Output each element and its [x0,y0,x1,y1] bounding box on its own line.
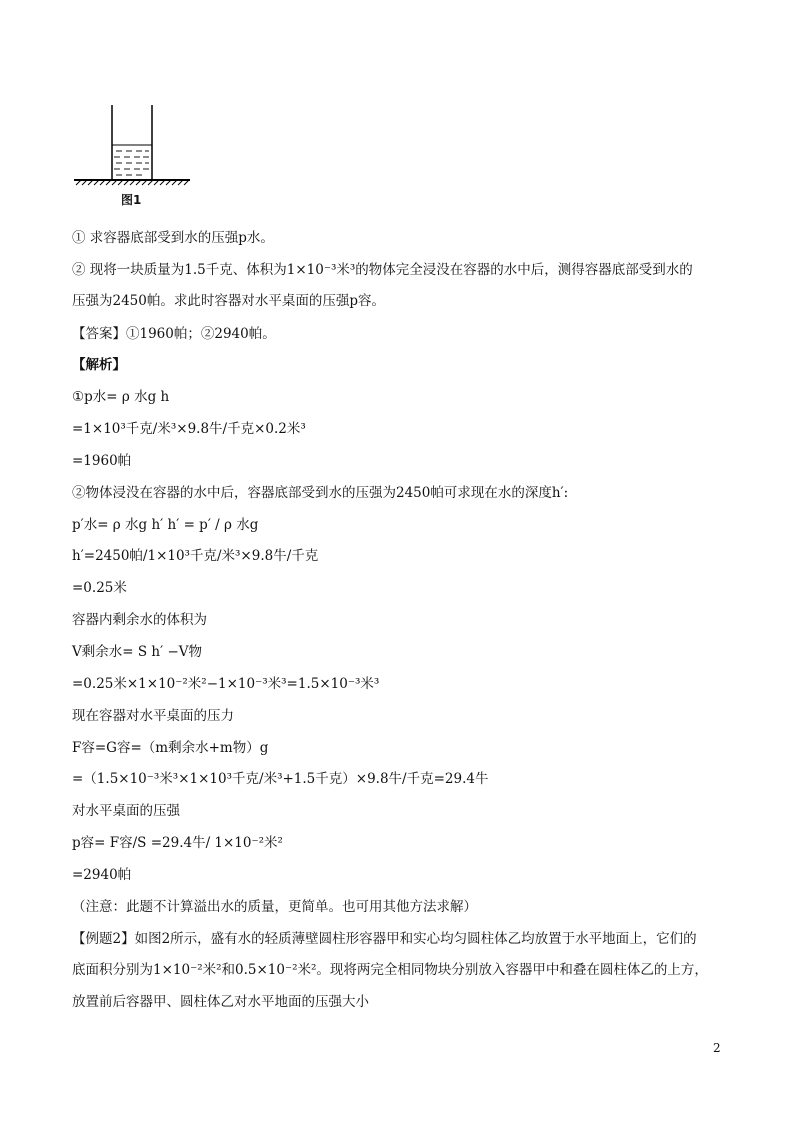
solution-line: ①p水= ρ 水g h [72,389,170,405]
question-part-2: ② 现将一块质量为1.5千克、体积为1×10⁻³米³的物体完全浸没在容器的水中后，测得容器底部受到水的 [72,262,693,278]
solution-line: p′水= ρ 水g h′ h′ = p′ / ρ 水g [72,517,259,533]
analysis-heading: 【解析】 [72,357,126,373]
example-2-line: 放置前后容器甲、圆柱体乙对水平地面的压强大小 [72,994,369,1010]
solution-line: 容器内剩余水的体积为 [72,612,207,628]
solution-line: ②物体浸没在容器的水中后，容器底部受到水的压强为2450帕可求现在水的深度h′: [72,485,569,501]
example-2-line: 底面积分别为1×10⁻²米²和0.5×10⁻²米²。现将两完全相同物块分别放入容器甲中和叠在圆柱体乙的上方， [72,962,708,978]
solution-line: p容= F容/S =29.4牛/ 1×10⁻²米² [72,835,283,851]
solution-line: V剩余水= S h′ −V物 [72,644,203,660]
solution-line: h′=2450帕/1×10³千克/米³×9.8牛/千克 [72,548,319,564]
answer-line: 【答案】①1960帕；②2940帕。 [72,326,276,342]
note-line: （注意：此题不计算溢出水的质量，更简单。也可用其他方法求解） [72,899,477,915]
solution-line: =0.25米×1×10⁻²米²−1×10⁻³米³=1.5×10⁻³米³ [72,676,380,692]
example-2-line: 【例题2】如图2所示，盛有水的轻质薄壁圆柱形容器甲和实心均匀圆柱体乙均放置于水平地面上，它们的 [72,931,697,947]
question-part-1: ① 求容器底部受到水的压强p水。 [72,230,274,246]
question-part-2-cont: 压强为2450帕。求此时容器对水平桌面的压强p容。 [72,293,385,309]
solution-line: F容=G容=（m剩余水+m物）g [72,740,269,756]
page-number: 2 [713,1041,721,1055]
solution-line: 对水平桌面的压强 [72,803,180,819]
solution-line: =1×10³千克/米³×9.8牛/千克×0.2米³ [72,421,306,437]
solution-line: =（1.5×10⁻³米³×1×10³千克/米³+1.5千克）×9.8牛/千克=29.4牛 [72,771,489,787]
figure-caption: 图1 [121,193,142,207]
solution-line: 现在容器对水平桌面的压力 [72,708,234,724]
solution-line: =2940帕 [72,867,132,883]
solution-line: =0.25米 [72,580,127,596]
solution-line: =1960帕 [72,453,132,469]
